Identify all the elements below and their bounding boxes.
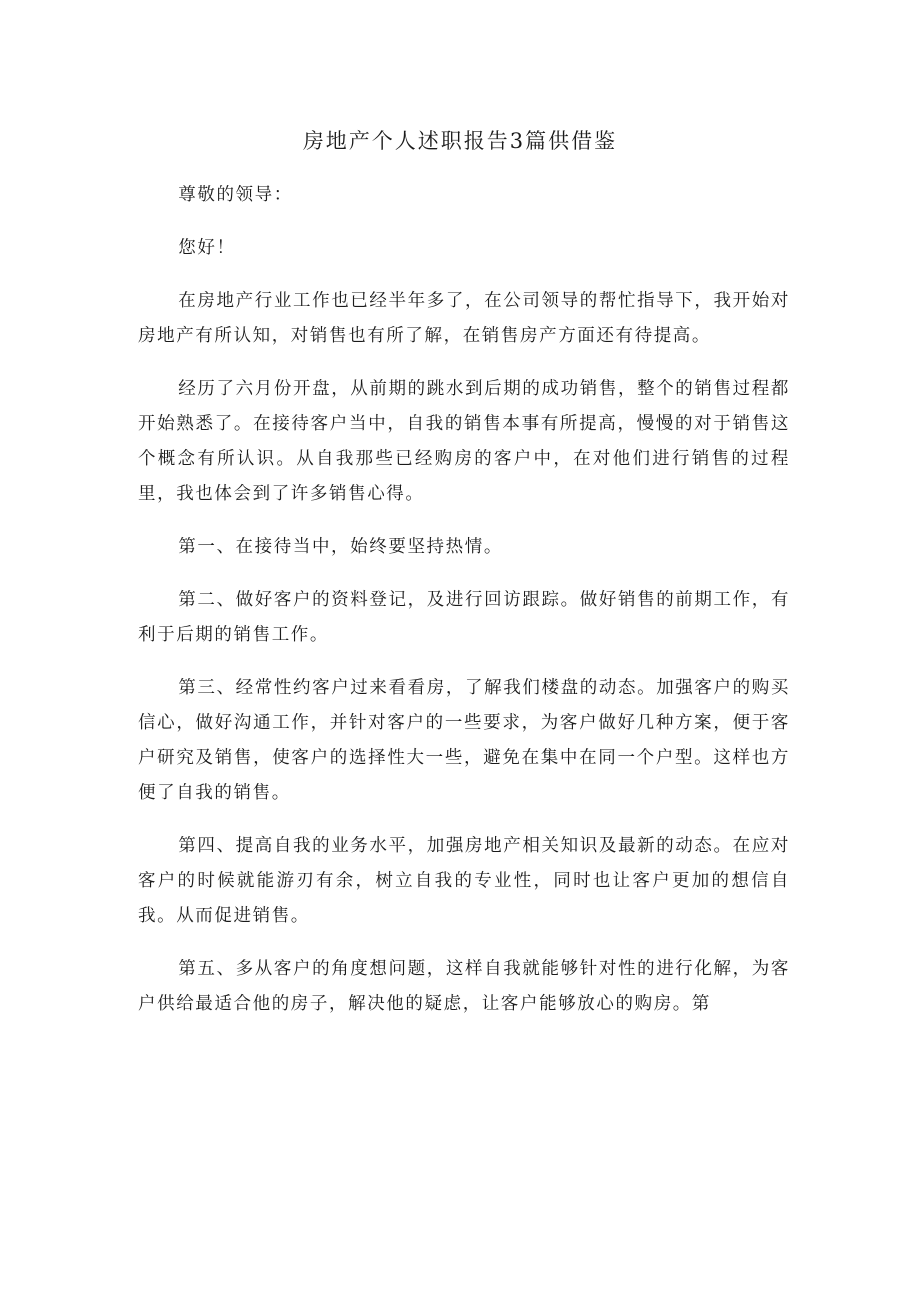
paragraph: 第四、提高自我的业务水平，加强房地产相关知识及最新的动态。在应对客户的时候就能游刃有余，树立自我的专业性，同时也让客户更加的想信自我。从而促进销售。: [138, 836, 790, 926]
greeting: 您好！: [178, 238, 236, 258]
paragraph: 在房地产行业工作也已经半年多了，在公司领导的帮忙指导下，我开始对房地产有所认知，对销售也有所了解，在销售房产方面还有待提高。: [138, 291, 790, 346]
salutation: 尊敬的领导：: [178, 185, 293, 205]
paragraph: 经历了六月份开盘，从前期的跳水到后期的成功销售，整个的销售过程都开始熟悉了。在接待客户当中，自我的销售本事有所提高，慢慢的对于销售这个概念有所认识。从自我那些已经购房的客户中，在对他们进行销售的过程里，我也体会到了许多销售心得。: [138, 379, 790, 504]
paragraph: 第二、做好客户的资料登记，及进行回访跟踪。做好销售的前期工作，有利于后期的销售工作。: [138, 590, 790, 645]
document-body: [138, 178, 790, 1040]
paragraph: 第一、在接待当中，始终要坚持热情。: [178, 537, 503, 557]
document-title: 房地产个人述职报告3篇供借鉴: [302, 129, 618, 153]
paragraph: 第五、多从客户的角度想问题，这样自我就能够针对性的进行化解，为客户供给最适合他的房子，解决他的疑虑，让客户能够放心的购房。第: [138, 959, 790, 1014]
paragraph: 第三、经常性约客户过来看看房，了解我们楼盘的动态。加强客户的购买信心，做好沟通工作，并针对客户的一些要求，为客户做好几种方案，便于客户研究及销售，使客户的选择性大一些，避免在集中在同一个户型。这样也方便了自我的销售。: [138, 678, 790, 803]
